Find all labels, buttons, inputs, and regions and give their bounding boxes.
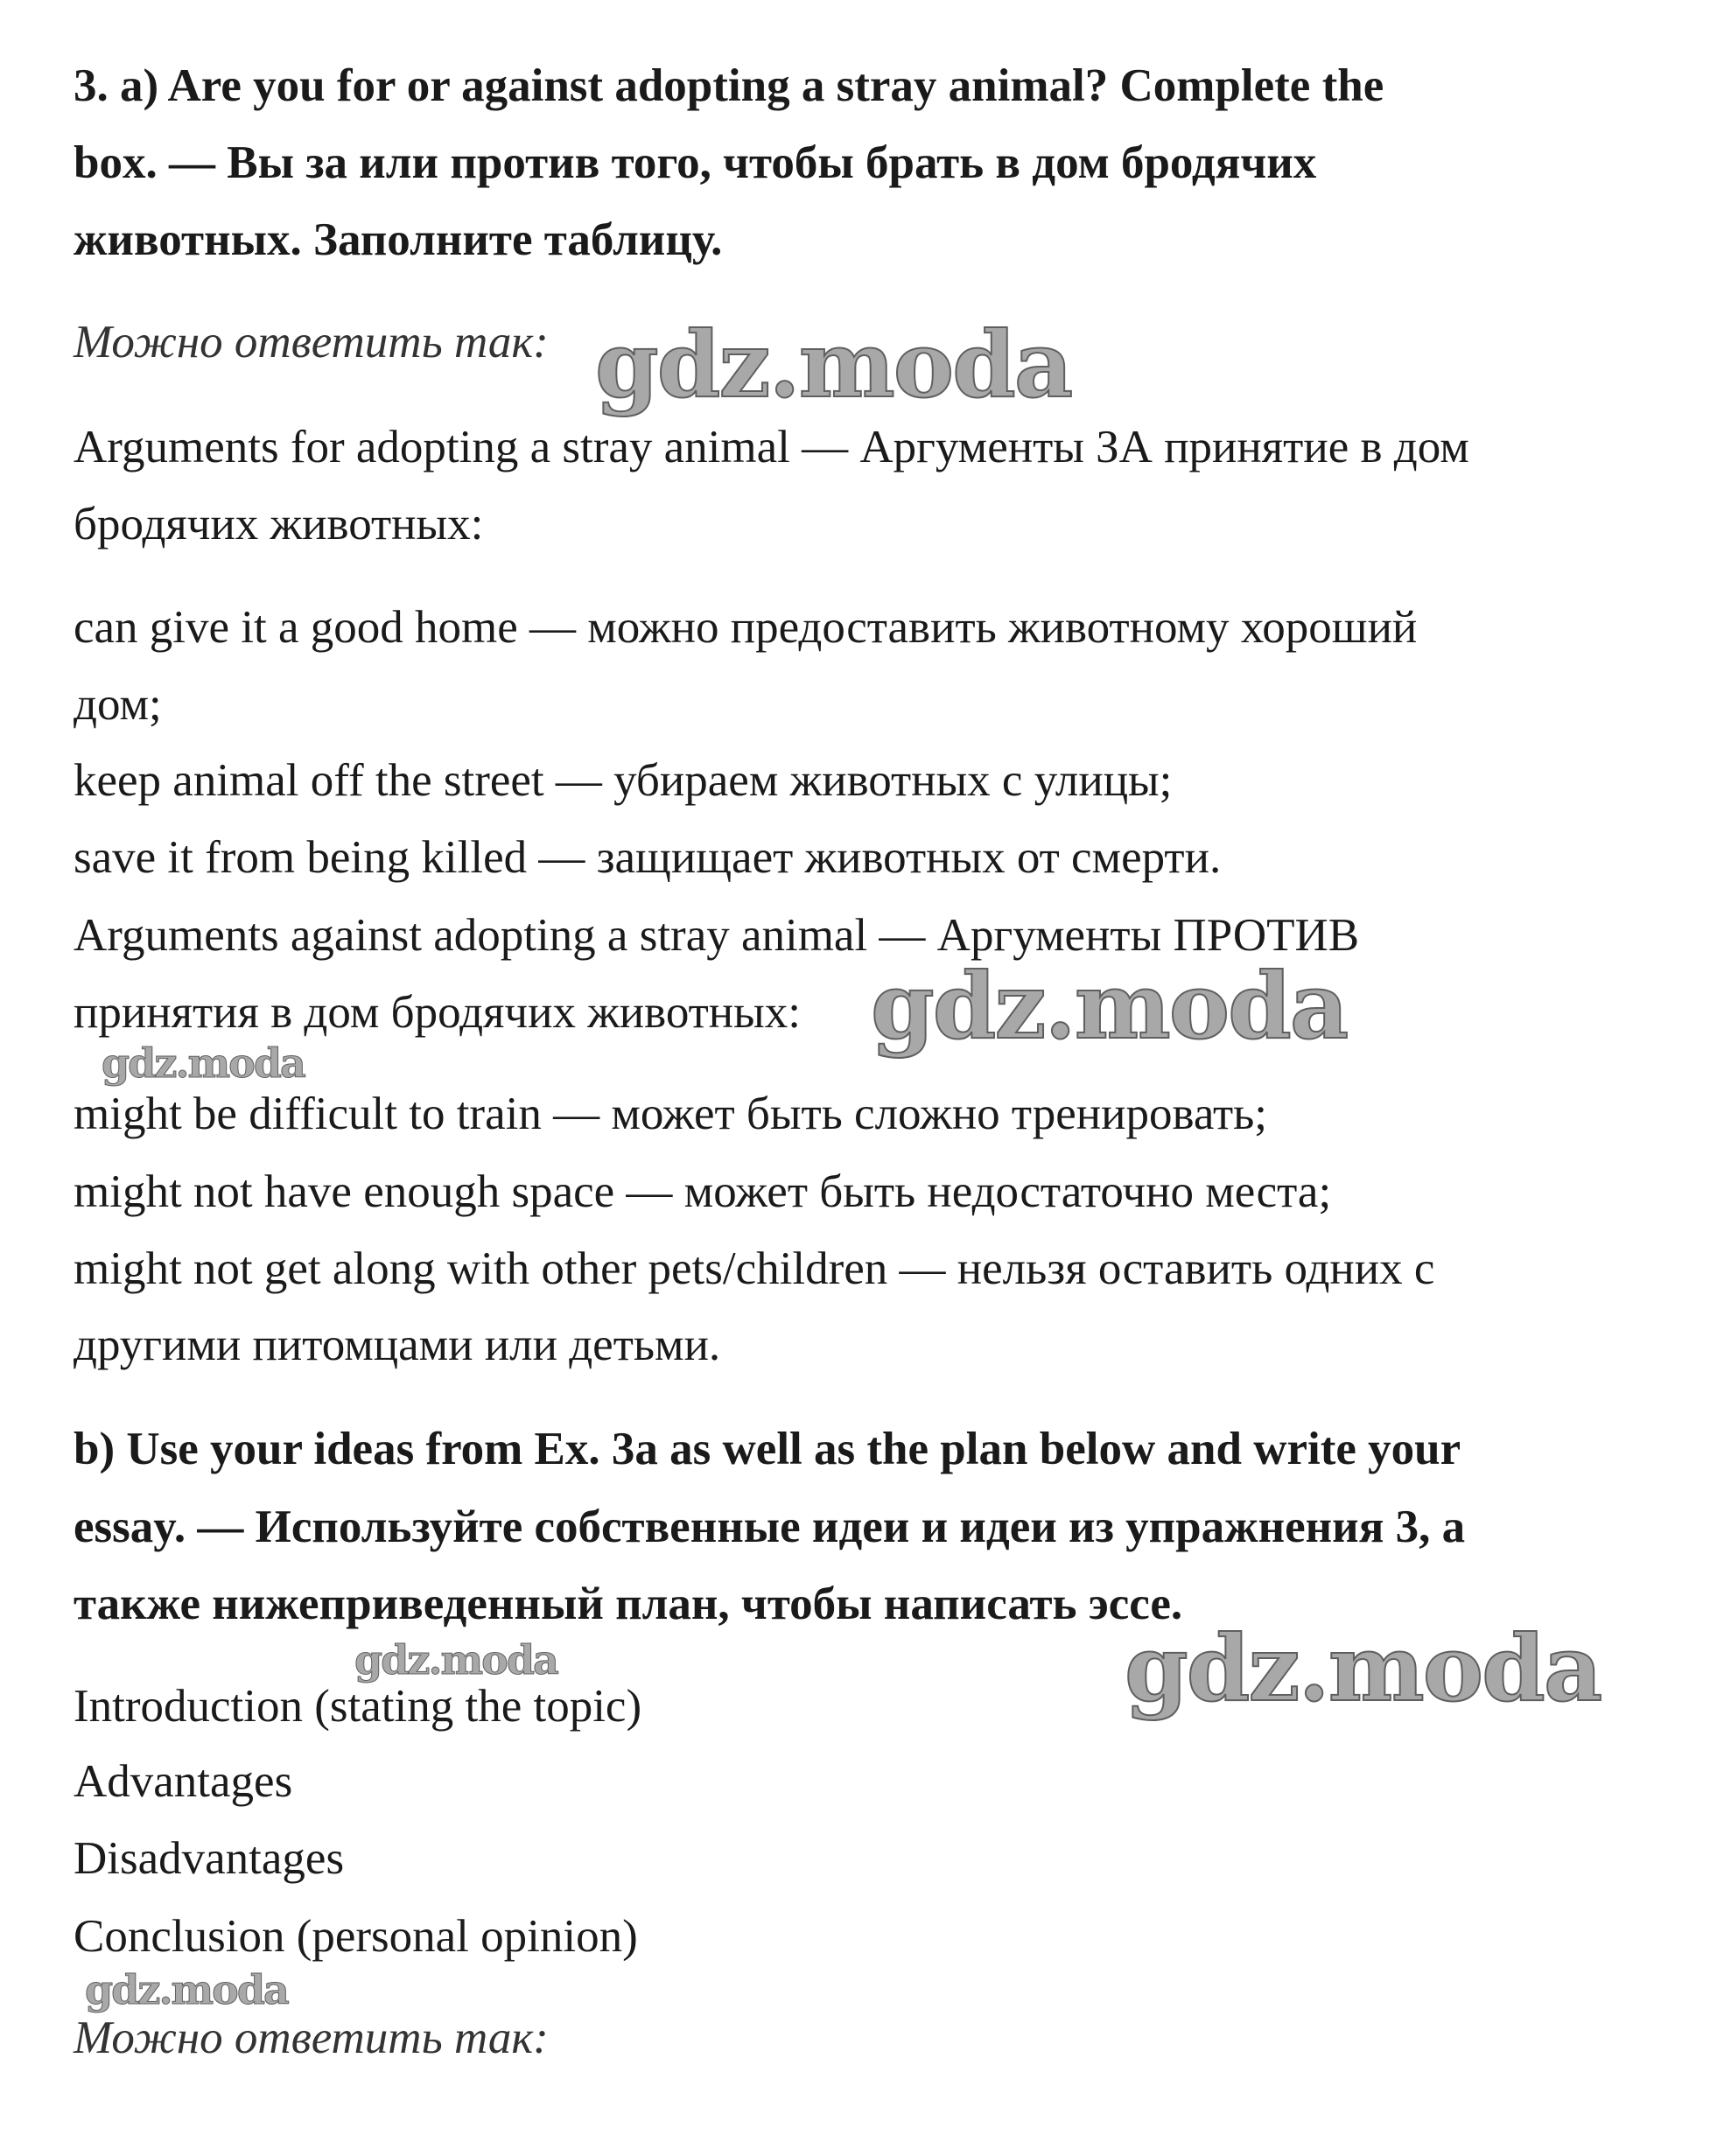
- watermark: gdz.moda: [871, 952, 1348, 1060]
- answer-intro: Можно ответить так:: [74, 317, 549, 368]
- exercise-b-heading-line-3: также нижеприведенный план, чтобы написать эссе.: [74, 1578, 1183, 1629]
- watermark: gdz.moda: [595, 311, 1072, 418]
- plan-item: Introduction (stating the topic): [74, 1681, 642, 1732]
- against-item: might be difficult to train — может быть сложно тренировать;: [74, 1088, 1268, 1139]
- against-heading-line-2: принятия в дом бродячих животных:: [74, 987, 801, 1038]
- watermark: gdz.moda: [102, 1040, 305, 1087]
- watermark: gdz.moda: [85, 1966, 288, 2013]
- against-heading-line-1: Arguments against adopting a stray animal — Аргументы ПРОТИВ: [74, 910, 1360, 961]
- for-heading-line-2: бродячих животных:: [74, 499, 484, 550]
- against-item: might not have enough space — может быть недостаточно места;: [74, 1166, 1332, 1217]
- exercise-b-heading-line-2: essay. — Используйте собственные идеи и идеи из упражнения 3, а: [74, 1502, 1466, 1552]
- watermark: gdz.moda: [1125, 1614, 1601, 1722]
- exercise-a-heading-line-2: box. — Вы за или против того, чтобы брать в дом бродячих: [74, 137, 1317, 188]
- for-item: can give it a good home — можно предоставить животному хороший: [74, 602, 1418, 653]
- exercise-a-heading-line-3: животных. Заполните таблицу.: [74, 214, 723, 265]
- plan-item: Disadvantages: [74, 1833, 345, 1884]
- against-item: might not get along with other pets/children — нельзя оставить одних с: [74, 1243, 1435, 1294]
- exercise-b-heading-line-1: b) Use your ideas from Ex. 3a as well as the plan below and write your: [74, 1424, 1461, 1474]
- against-item: другими питомцами или детьми.: [74, 1320, 721, 1370]
- plan-item: Conclusion (personal opinion): [74, 1911, 638, 1962]
- for-heading-line-1: Arguments for adopting a stray animal — Аргументы ЗА принятие в дом: [74, 422, 1469, 472]
- for-item: дом;: [74, 679, 162, 730]
- for-item: keep animal off the street — убираем животных с улицы;: [74, 755, 1173, 806]
- exercise-a-heading-line-1: 3. a) Are you for or against adopting a stray animal? Complete the: [74, 60, 1384, 111]
- plan-item: Advantages: [74, 1756, 293, 1807]
- answer-intro-2: Можно ответить так:: [74, 2012, 549, 2063]
- watermark: gdz.moda: [354, 1636, 557, 1684]
- for-item: save it from being killed — защищает животных от смерти.: [74, 832, 1222, 883]
